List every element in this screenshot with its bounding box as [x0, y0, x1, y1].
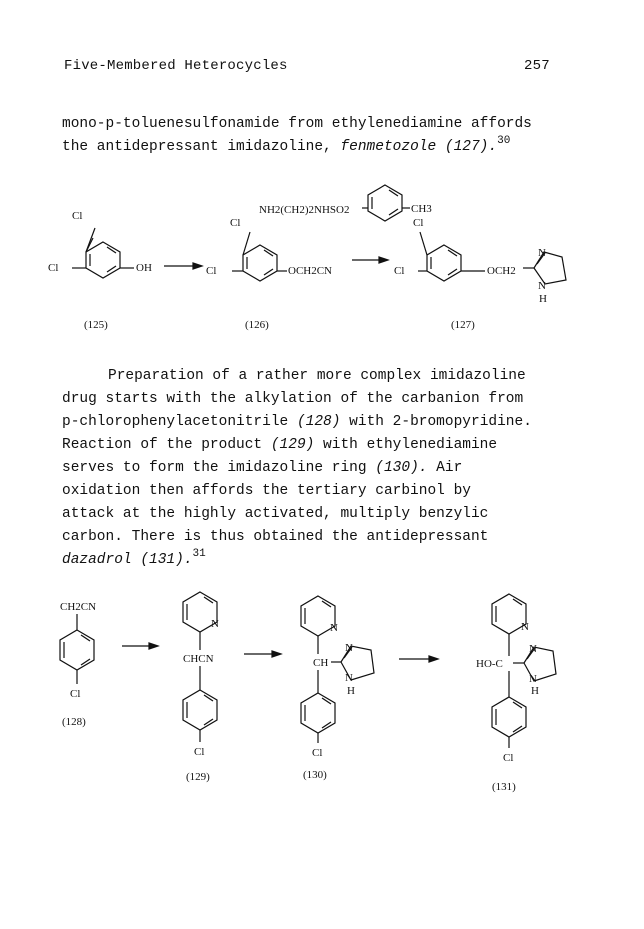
paragraph-2-line-1: Preparation of a rather more complex imidazoline — [108, 368, 526, 384]
cl-label: Cl — [48, 262, 59, 274]
running-title: Five-Membered Heterocycles — [64, 58, 288, 74]
compound-label-129: (129) — [186, 771, 210, 783]
n-label: N — [538, 247, 546, 259]
line-text: Air — [427, 460, 463, 476]
compound-label-127: (127) — [451, 319, 475, 331]
n-label: N — [529, 643, 537, 655]
ch3-label: CH3 — [411, 203, 432, 215]
footnote-31: 31 — [192, 548, 206, 560]
arrowhead — [429, 656, 438, 662]
compound-131-structure — [476, 594, 556, 793]
cl-label: Cl — [394, 265, 405, 277]
n-label: N — [211, 618, 219, 630]
line-text: with ethylenediamine — [314, 437, 498, 453]
cl-label: Cl — [312, 747, 323, 759]
h-label: H — [347, 685, 355, 697]
compound-label-131: (131) — [492, 781, 516, 793]
n-label: N — [345, 642, 353, 654]
reagent-label: NH2(CH2)2NHSO2 — [259, 204, 350, 216]
ho-c-label: HO-C — [476, 658, 503, 670]
n-label: N — [345, 672, 353, 684]
chcn-label: CHCN — [183, 653, 214, 665]
footnote-30: 30 — [497, 135, 511, 147]
cl-label: Cl — [503, 752, 514, 764]
line-text: the antidepressant imidazoline, — [62, 139, 341, 155]
h-label: H — [531, 685, 539, 697]
compound-label-130: (130) — [303, 769, 327, 781]
compound-label-126: (126) — [245, 319, 269, 331]
line-text: Reaction of the product — [62, 437, 271, 453]
paragraph-1-line-1: mono-p-toluenesulfonamide from ethylenediamine affords — [62, 116, 532, 132]
ch-label: CH — [313, 657, 329, 669]
drug-name-fenmetozole: fenmetozole — [340, 139, 437, 155]
n-label: N — [521, 621, 529, 633]
compound-ref-129: (129) — [270, 437, 315, 453]
paragraph-2-line-2: drug starts with the alkylation of the carbanion from — [62, 391, 524, 407]
line-text: serves to form the imidazoline ring — [62, 460, 376, 476]
compound-129-structure — [183, 592, 219, 783]
h-label: H — [539, 293, 547, 305]
compound-130-structure — [301, 596, 374, 781]
paragraph-2-line-6: oxidation then affords the tertiary carbinol by — [62, 483, 471, 499]
n-label: N — [330, 622, 338, 634]
och2-label: OCH2 — [487, 265, 516, 277]
n-label: N — [529, 673, 537, 685]
paragraph-2-line-7: attack at the highly activated, multiply benzylic — [62, 506, 489, 522]
cl-label: Cl — [70, 688, 81, 700]
paragraph-2-line-8: carbon. There is thus obtained the antidepressant — [62, 529, 489, 545]
compound-label-128: (128) — [62, 716, 86, 728]
och2cn-label: OCH2CN — [288, 265, 333, 277]
compound-ref-127: (127). — [436, 139, 498, 155]
drug-name-dazadrol: dazadrol (131). — [62, 552, 193, 568]
cl-label: Cl — [72, 210, 83, 222]
cl-label: Cl — [413, 217, 424, 229]
cl-label: Cl — [230, 217, 241, 229]
compound-ref-128: (128) — [296, 414, 341, 430]
oh-label: OH — [136, 262, 152, 274]
n-label: N — [538, 280, 546, 292]
line-text: p-chlorophenylacetonitrile — [62, 414, 297, 430]
arrowhead — [149, 643, 158, 649]
cl-label: Cl — [206, 265, 217, 277]
arrowhead — [272, 651, 281, 657]
page-number: 257 — [524, 58, 550, 74]
ch2cn-label: CH2CN — [60, 601, 97, 613]
compound-label-125: (125) — [84, 319, 108, 331]
cl-label: Cl — [194, 746, 205, 758]
compound-ref-130: (130). — [375, 460, 428, 476]
line-text: with 2-bromopyridine. — [340, 414, 532, 430]
compound-128-structure — [60, 601, 96, 728]
